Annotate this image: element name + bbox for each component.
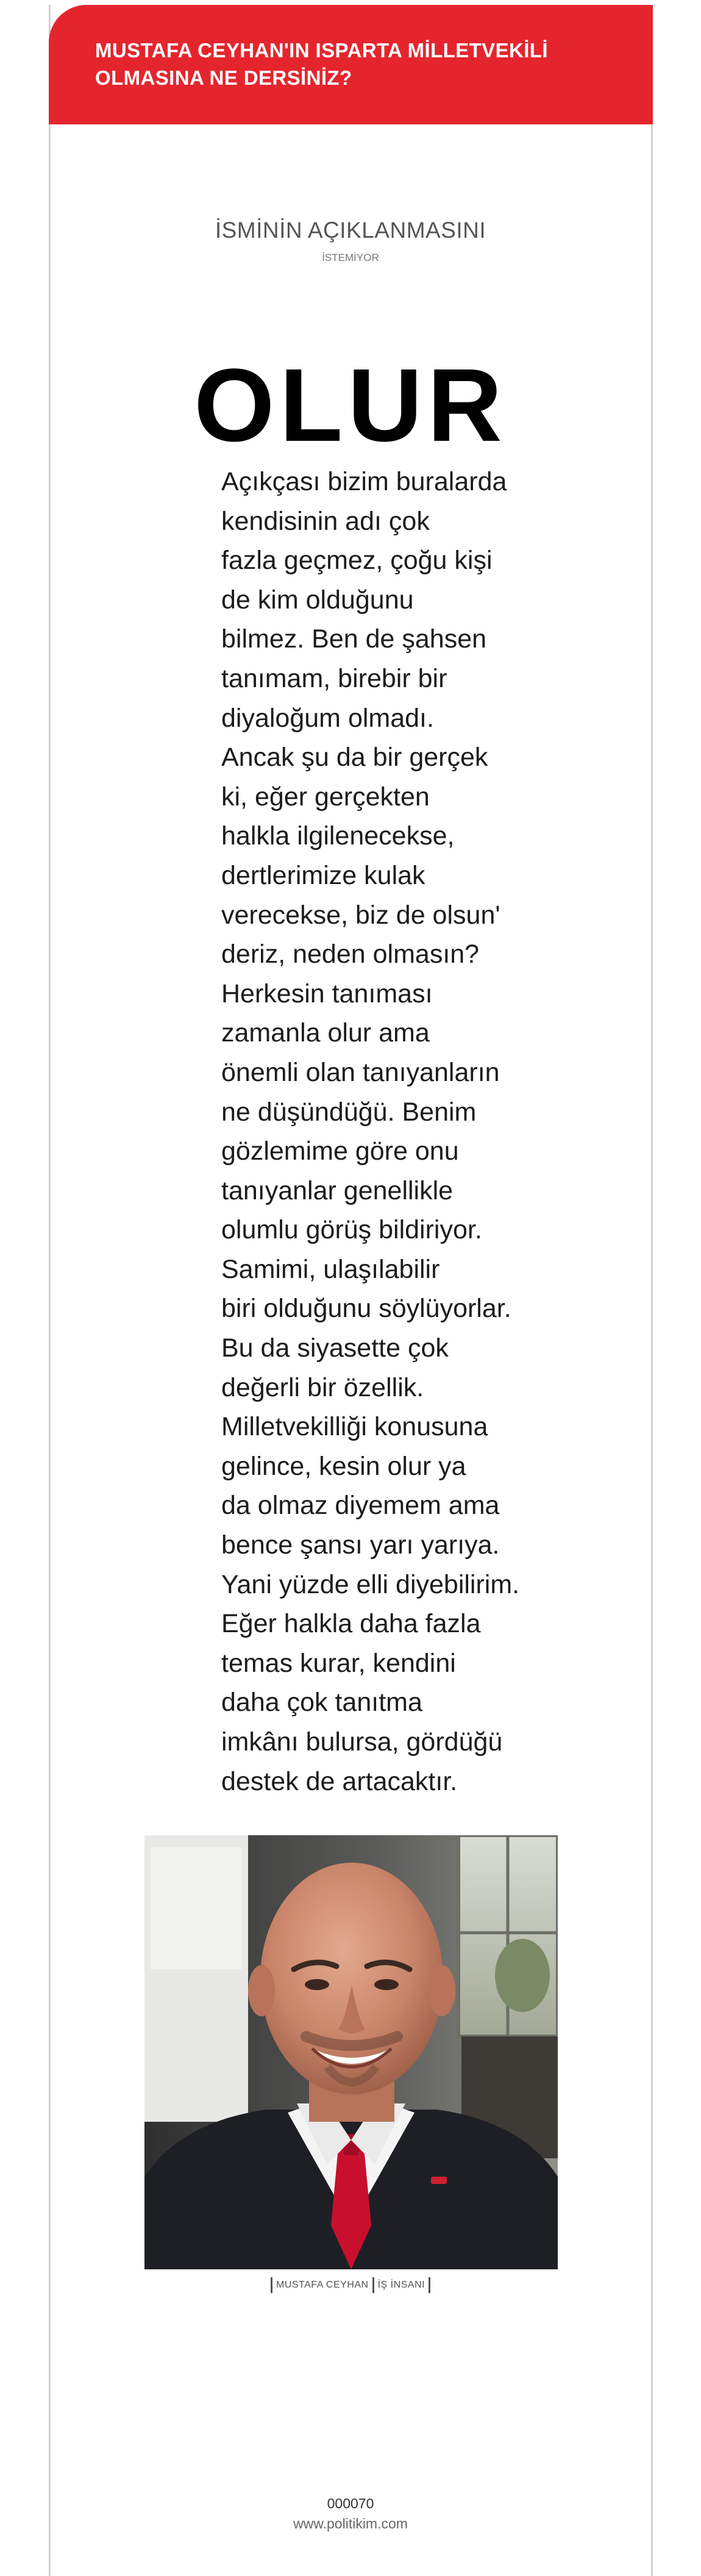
answer-text	[221, 462, 520, 1801]
footer-url[interactable]: www.politikim.com	[293, 2516, 408, 2531]
caption-name: MUSTAFA CEYHAN	[276, 2280, 369, 2290]
answer-line: bence şansı yarı yarıya.	[221, 1530, 500, 1560]
answer-line: diyaloğum olmadı.	[221, 703, 434, 733]
answer-line: dertlerimize kulak	[221, 860, 425, 890]
question-header	[49, 5, 653, 124]
answer-line: daha çok tanıtma	[221, 1688, 422, 1718]
answer-line: destek de artacaktır.	[221, 1766, 458, 1796]
respondent-anonymous-title: İSMİNİN AÇIKLANMASINI	[215, 218, 486, 243]
answer-line: Bu da siyasette çok	[221, 1333, 449, 1363]
answer-line: Açıkçası bizim buralarda	[221, 467, 507, 496]
answer-line: zamanla olur ama	[221, 1018, 430, 1048]
answer-line: Herkesin tanıması	[221, 979, 433, 1008]
answer-line: verecekse, biz de olsun'	[221, 900, 500, 930]
answer-line: gelince, kesin olur ya	[221, 1451, 466, 1481]
caption-role: İŞ İNSANI	[377, 2280, 425, 2290]
answer-line: Eğer halkla daha fazla	[221, 1609, 481, 1639]
answer-line: bilmez. Ben de şahsen	[221, 624, 487, 654]
respondent-anonymous-subtitle: İSTEMİYOR	[322, 252, 379, 263]
caption-divider	[372, 2277, 374, 2293]
answer-line: fazla geçmez, çoğu kişi	[221, 546, 493, 576]
answer-line: kendisinin adı çok	[221, 506, 430, 536]
answer-line: tanıyanlar genellikle	[221, 1176, 454, 1205]
verdict-heading: OLUR	[194, 348, 507, 463]
answer-line: deriz, neden olmasın?	[221, 940, 480, 969]
answer-line: da olmaz diyemem ama	[221, 1491, 500, 1521]
answer-line: imkânı bulursa, gördüğü	[221, 1727, 503, 1757]
answer-line: önemli olan tanıyanların	[221, 1057, 500, 1087]
question-title: MUSTAFA CEYHAN'IN ISPARTA MİLLETVEKİLİ OLMASINA NE DERSİNİZ?	[95, 39, 548, 89]
caption-divider	[429, 2277, 430, 2293]
answer-line: Milletvekilliği konusuna	[221, 1412, 488, 1442]
caption-divider	[271, 2277, 272, 2293]
answer-line: ne düşündüğü. Benim	[221, 1097, 477, 1127]
answer-line: ki, eğer gerçekten	[221, 782, 430, 812]
answer-line: gözlemime göre onu	[221, 1136, 459, 1166]
footer-id: 000070	[327, 2496, 374, 2511]
answer-line: Yani yüzde elli diyebilirim.	[221, 1569, 520, 1599]
answer-line: de kim olduğunu	[221, 585, 414, 615]
portrait-photo	[144, 1835, 558, 2269]
answer-line: biri olduğunu söylüyorlar.	[221, 1294, 511, 1324]
answer-line: Ancak şu da bir gerçek	[221, 743, 488, 772]
answer-line: Samimi, ulaşılabilir	[221, 1254, 440, 1284]
answer-line: tanımam, birebir bir	[221, 663, 447, 693]
answer-line: halkla ilgilenecekse,	[221, 821, 455, 851]
photo-caption	[0, 2277, 701, 2293]
answer-line: olumlu görüş bildiriyor.	[221, 1215, 482, 1245]
answer-line: değerli bir özellik.	[221, 1372, 424, 1402]
answer-line: temas kurar, kendini	[221, 1648, 456, 1678]
